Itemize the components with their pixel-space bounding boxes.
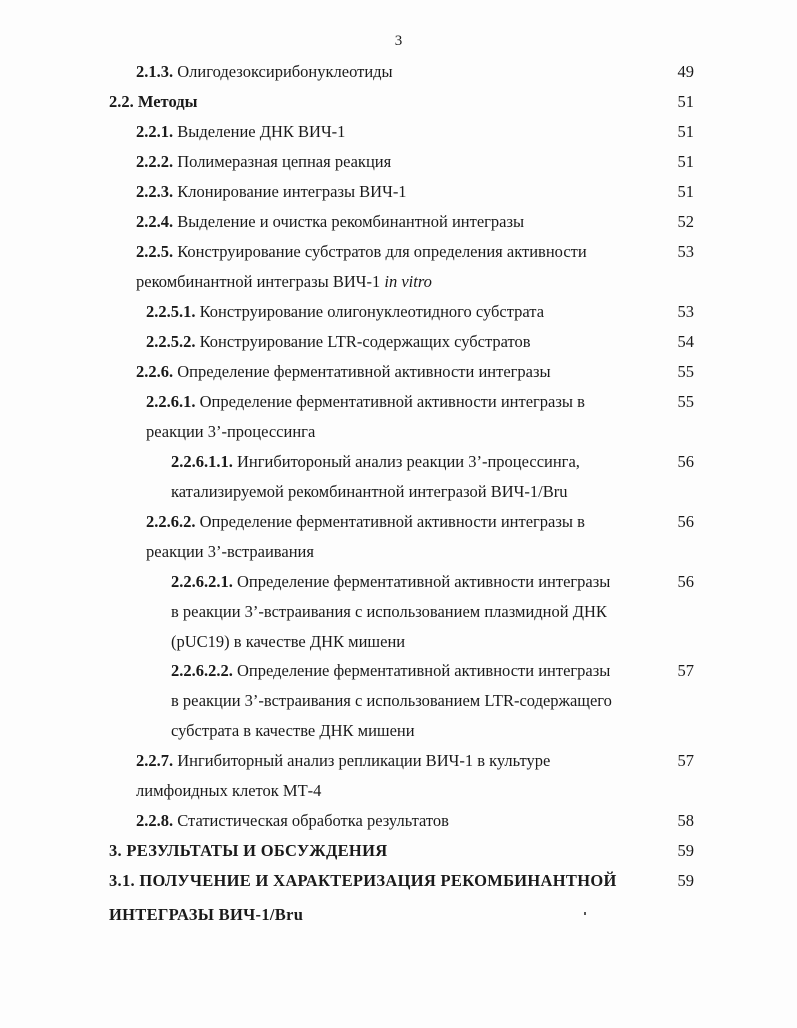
toc-entry-title: Статистическая обработка результатов [177,811,449,830]
toc-entry-title: Определение ферментативной активности интегразы [237,661,611,680]
toc-entry-title: Определение ферментативной активности интегразы в [199,512,585,531]
toc-entry-title: Конструирование субстратов для определения активности [177,242,587,261]
toc-entry-number: 2.2.5.2. [146,332,196,351]
toc-entry-number: 2.2.7. [136,751,174,770]
toc-page-ref: 57 [677,751,694,770]
toc-entry-continuation: субстрата в качестве ДНК мишени [171,721,415,740]
toc-entry-title: Полимеразная цепная реакция [177,152,392,171]
toc-page-ref: 53 [677,242,694,261]
scan-speck [584,912,586,915]
toc-entry-continuation: реакции 3’-процессинга [146,422,316,441]
toc-page-ref: 52 [677,212,694,231]
toc-entry-number: 2.2.5. [136,242,174,261]
toc-entry-title: Конструирование LTR-содержащих субстратов [199,332,531,351]
toc-page-ref: 56 [677,512,694,531]
toc-page-ref: 51 [677,152,694,171]
toc-entry-title: Ингибитороный анализ реакции 3’-процессинга, [237,452,580,471]
toc-entry-continuation: (pUC19) в качестве ДНК мишени [171,632,406,651]
toc-entry-number: 2.2. [109,92,134,111]
toc-entry[interactable] [146,507,585,567]
toc-page-ref: 58 [677,811,694,830]
toc-entry-title: Выделение ДНК ВИЧ-1 [177,122,346,141]
toc-entry-number: 2.2.8. [136,811,174,830]
toc-entry-title: Определение ферментативной активности интегразы в [199,392,585,411]
toc-page-ref: 55 [677,362,694,381]
toc-entry[interactable] [171,656,612,746]
toc-entry[interactable] [171,447,580,507]
toc-page-ref: 55 [677,392,694,411]
toc-heading-title: 3.1. ПОЛУЧЕНИЕ И ХАРАКТЕРИЗАЦИЯ РЕКОМБИНАНТНОЙ [109,871,617,890]
toc-entry-title: Ингибиторный анализ репликации ВИЧ-1 в культуре [177,751,551,770]
toc-entry[interactable] [136,806,449,836]
toc-entry-title: Выделение и очистка рекомбинантной интегразы [177,212,525,231]
toc-entry[interactable] [146,387,585,447]
toc-entry[interactable] [146,327,531,357]
toc-entry-number: 2.1.3. [136,62,174,81]
toc-page-ref: 59 [677,871,694,890]
toc-entry-number: 2.2.1. [136,122,174,141]
toc-entry-title: Олигодезоксирибонуклеотиды [177,62,393,81]
toc-entry-continuation: в реакции 3’-встраивания с использованием LTR-содержащего [171,691,612,710]
toc-page-ref: 54 [677,332,694,351]
toc-page-ref: 51 [677,92,694,111]
toc-entry-number: 2.2.4. [136,212,174,231]
toc-page-ref: 53 [677,302,694,321]
toc-page-ref: 59 [677,841,694,860]
page-number: 3 [394,33,403,49]
toc-page-ref: 49 [677,62,694,81]
toc-entry-title: Определение ферментативной активности интегразы [237,572,611,591]
toc-entry-number: 2.2.6. [136,362,174,381]
toc-page-ref: 51 [677,122,694,141]
toc-entry-continuation [136,267,587,297]
toc-entry[interactable] [136,117,345,147]
toc-entry-title: Клонирование интегразы ВИЧ-1 [177,182,407,201]
toc-entry-continuation: катализируемой рекомбинантной интегразой ВИЧ-1/Bru [171,482,568,501]
toc-entry-number: 2.2.6.1. [146,392,196,411]
toc-entry-number: 2.2.5.1. [146,302,196,321]
toc-entry-number: 2.2.2. [136,152,174,171]
toc-entry-italic-text: in vitro [384,272,432,291]
toc-section-heading[interactable] [109,866,617,930]
toc-heading-continuation: ИНТЕГРАЗЫ ВИЧ-1/Bru [109,905,304,924]
toc-entry[interactable] [136,237,587,297]
toc-chapter-heading[interactable]: 3. РЕЗУЛЬТАТЫ И ОБСУЖДЕНИЯ [109,841,388,860]
toc-entry-continuation-text: рекомбинантной интегразы ВИЧ-1 [136,272,385,291]
toc-entry[interactable] [136,147,391,177]
toc-entry-continuation: реакции 3’-встраивания [146,542,314,561]
toc-entry-number: 2.2.6.2.2. [171,661,233,680]
toc-entry-title: Конструирование олигонуклеотидного субстрата [199,302,545,321]
toc-entry[interactable] [136,177,407,207]
toc-entry[interactable] [136,357,551,387]
toc-entry-number: 2.2.6.1.1. [171,452,233,471]
toc-entry-continuation: лимфоидных клеток МТ-4 [136,781,322,800]
toc-page-ref: 51 [677,182,694,201]
toc-entry[interactable] [146,297,544,327]
toc-entry-continuation: в реакции 3’-встраивания с использованием плазмидной ДНК [171,602,607,621]
toc-entry-number: 2.2.3. [136,182,174,201]
toc-entry[interactable] [136,746,550,806]
toc-entry[interactable] [171,567,610,657]
toc-entry-title: Методы [137,92,198,111]
toc-entry[interactable] [136,207,524,237]
toc-page-ref: 57 [677,661,694,680]
toc-entry[interactable] [109,87,197,117]
toc-page-ref: 56 [677,452,694,471]
toc-entry-number: 2.2.6.2.1. [171,572,233,591]
toc-entry[interactable] [136,57,393,87]
toc-entry-number: 2.2.6.2. [146,512,196,531]
toc-page-ref: 56 [677,572,694,591]
toc-entry-title: Определение ферментативной активности интегразы [177,362,551,381]
